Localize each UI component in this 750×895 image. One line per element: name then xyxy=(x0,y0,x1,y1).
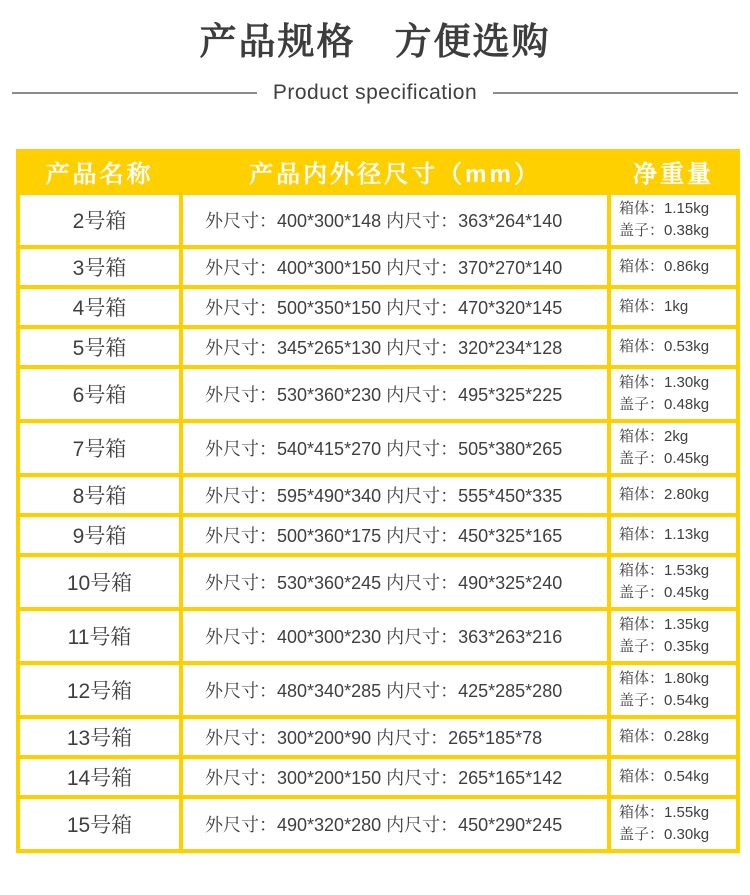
table-row xyxy=(18,247,738,287)
table-row xyxy=(18,193,738,247)
dimensions-cell: 外尺寸：480*340*285 内尺寸：425*285*280 xyxy=(181,663,609,717)
weight-cell xyxy=(609,757,738,797)
product-name-cell: 10号箱 xyxy=(18,555,181,609)
dimensions-cell: 外尺寸：500*360*175 内尺寸：450*325*165 xyxy=(181,515,609,555)
weight-line: 箱体：0.53kg xyxy=(619,337,710,355)
weight-line: 盖子：0.48kg xyxy=(619,395,710,413)
product-name-cell: 7号箱 xyxy=(18,421,181,475)
weight-line: 箱体：1.80kg xyxy=(619,669,710,687)
dimensions-cell: 外尺寸：300*200*150 内尺寸：265*165*142 xyxy=(181,757,609,797)
product-name-cell: 12号箱 xyxy=(18,663,181,717)
weight-cell xyxy=(609,193,738,247)
weight-cell xyxy=(609,555,738,609)
weight-cell xyxy=(609,717,738,757)
weight-cell xyxy=(609,797,738,851)
product-name-cell: 13号箱 xyxy=(18,717,181,757)
product-name-cell: 11号箱 xyxy=(18,609,181,663)
table-row xyxy=(18,327,738,367)
product-name-cell: 9号箱 xyxy=(18,515,181,555)
table-row xyxy=(18,609,738,663)
weight-line: 盖子：0.38kg xyxy=(619,221,710,239)
weight-line: 箱体：1.13kg xyxy=(619,525,710,543)
table-row xyxy=(18,475,738,515)
product-name-cell: 15号箱 xyxy=(18,797,181,851)
weight-cell xyxy=(609,663,738,717)
divider-line-left xyxy=(12,92,257,94)
spec-table-body xyxy=(18,193,738,851)
weight-line: 盖子：0.30kg xyxy=(619,825,710,843)
spec-table xyxy=(16,149,740,853)
product-name-cell: 6号箱 xyxy=(18,367,181,421)
product-name-cell: 5号箱 xyxy=(18,327,181,367)
weight-line: 箱体：0.86kg xyxy=(619,257,710,275)
weight-cell xyxy=(609,367,738,421)
weight-cell xyxy=(609,327,738,367)
weight-line: 箱体：1.15kg xyxy=(619,199,710,217)
weight-line: 箱体：2kg xyxy=(619,427,689,445)
header-product-name: 产品名称 xyxy=(18,151,181,193)
table-row xyxy=(18,367,738,421)
weight-cell xyxy=(609,287,738,327)
weight-cell xyxy=(609,515,738,555)
weight-line: 箱体：1.35kg xyxy=(619,615,710,633)
dimensions-cell: 外尺寸：345*265*130 内尺寸：320*234*128 xyxy=(181,327,609,367)
weight-line: 盖子：0.45kg xyxy=(619,449,710,467)
subtitle-divider-row xyxy=(0,81,750,105)
dimensions-cell: 外尺寸：490*320*280 内尺寸：450*290*245 xyxy=(181,797,609,851)
spec-table-header xyxy=(18,151,738,193)
table-row xyxy=(18,757,738,797)
table-row xyxy=(18,555,738,609)
weight-line: 盖子：0.45kg xyxy=(619,583,710,601)
page-title: 产品规格 方便选购 xyxy=(199,21,551,62)
weight-cell xyxy=(609,421,738,475)
table-row xyxy=(18,515,738,555)
dimensions-cell: 外尺寸：540*415*270 内尺寸：505*380*265 xyxy=(181,421,609,475)
table-row xyxy=(18,717,738,757)
weight-line: 箱体：1kg xyxy=(619,297,689,315)
weight-line: 箱体：1.55kg xyxy=(619,803,710,821)
dimensions-cell: 外尺寸：400*300*148 内尺寸：363*264*140 xyxy=(181,193,609,247)
weight-line: 盖子：0.54kg xyxy=(619,691,710,709)
dimensions-cell: 外尺寸：400*300*230 内尺寸：363*263*216 xyxy=(181,609,609,663)
weight-line: 箱体：1.53kg xyxy=(619,561,710,579)
weight-line: 箱体：2.80kg xyxy=(619,485,710,503)
dimensions-cell: 外尺寸：530*360*245 内尺寸：490*325*240 xyxy=(181,555,609,609)
page-subtitle: Product specification xyxy=(272,80,478,104)
product-name-cell: 14号箱 xyxy=(18,757,181,797)
weight-line: 盖子：0.35kg xyxy=(619,637,710,655)
table-row xyxy=(18,663,738,717)
dimensions-cell: 外尺寸：500*350*150 内尺寸：470*320*145 xyxy=(181,287,609,327)
weight-cell xyxy=(609,475,738,515)
product-name-cell: 2号箱 xyxy=(18,193,181,247)
product-name-cell: 3号箱 xyxy=(18,247,181,287)
dimensions-cell: 外尺寸：595*490*340 内尺寸：555*450*335 xyxy=(181,475,609,515)
weight-cell xyxy=(609,247,738,287)
dimensions-cell: 外尺寸：530*360*230 内尺寸：495*325*225 xyxy=(181,367,609,421)
weight-line: 箱体：0.54kg xyxy=(619,767,710,785)
dimensions-cell: 外尺寸：300*200*90 内尺寸：265*185*78 xyxy=(181,717,609,757)
divider-line-right xyxy=(493,92,738,94)
table-row xyxy=(18,421,738,475)
header-row xyxy=(18,151,738,193)
product-name-cell: 8号箱 xyxy=(18,475,181,515)
product-name-cell: 4号箱 xyxy=(18,287,181,327)
weight-cell xyxy=(609,609,738,663)
dimensions-cell: 外尺寸：400*300*150 内尺寸：370*270*140 xyxy=(181,247,609,287)
table-row xyxy=(18,797,738,851)
header-dimensions: 产品内外径尺寸（mm） xyxy=(181,151,609,193)
header-net-weight: 净重量 xyxy=(609,151,738,193)
weight-line: 箱体：0.28kg xyxy=(619,727,710,745)
weight-line: 箱体：1.30kg xyxy=(619,373,710,391)
table-row xyxy=(18,287,738,327)
